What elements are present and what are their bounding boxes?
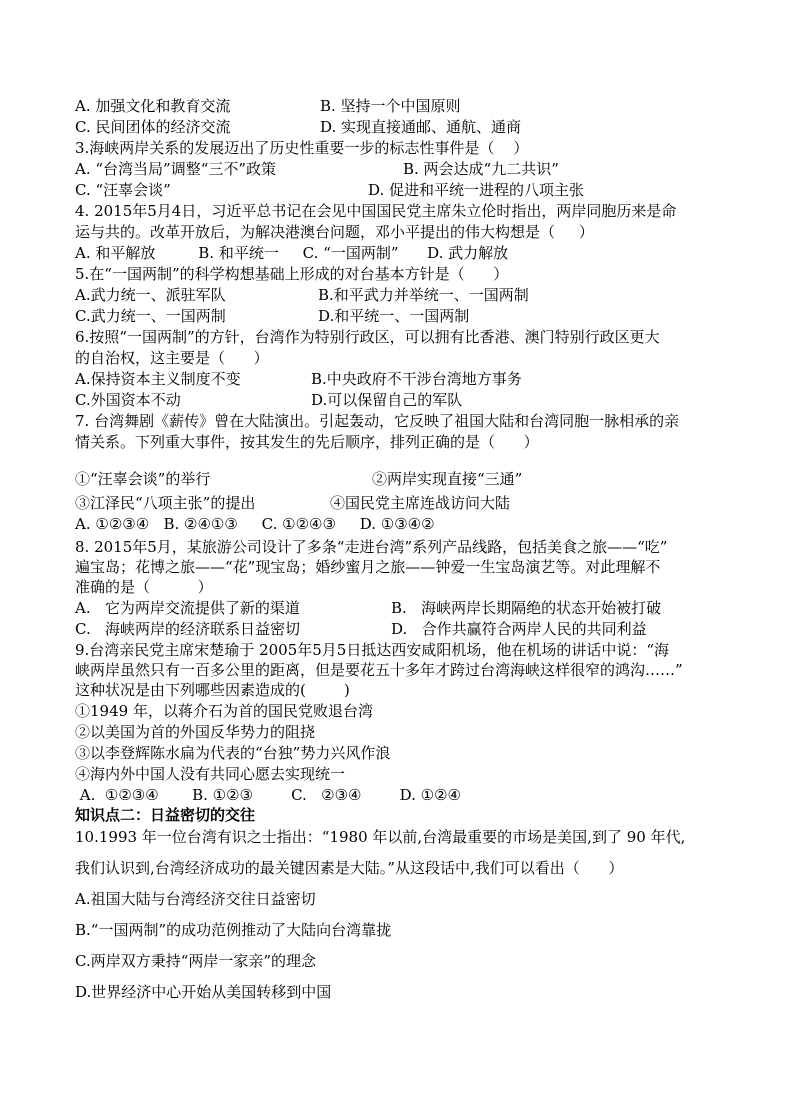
q9-stem-line2: 峡两岸虽然只有一百多公里的距离，但是要花五十多年才跨过台湾海峡这样很窄的鸿沟……” — [75, 661, 683, 679]
q8-option-a: A. 它为两岸交流提供了新的渠道 — [75, 599, 300, 617]
q6-option-b: B.中央政府不干涉台湾地方事务 — [311, 370, 522, 388]
q6-option-d: D.可以保留自己的军队 — [311, 391, 463, 409]
q3-option-a: A. “台湾当局”调整“三不”政策 — [75, 160, 277, 178]
q6-option-a: A.保持资本主义制度不变 — [75, 370, 241, 388]
q4-options: A. 和平解放 B. 和平统一 C. “一国两制” D. 武力解放 — [75, 244, 509, 262]
q6-stem-line1: 6.按照“一国两制”的方针，台湾作为特别行政区，可以拥有比香港、澳门特别行政区更大 — [75, 328, 660, 346]
q5-option-c: C.武力统一、一国两制 — [75, 307, 226, 325]
q7-item-4: ④国民党主席连战访问大陆 — [330, 494, 511, 512]
q3-option-d: D. 促进和平统一进程的八项主张 — [368, 181, 585, 199]
q10-stem-line1: 10.1993 年一位台湾有识之士指出：“1980 年以前,台湾最重要的市场是美国,到了 90 年代, — [75, 828, 686, 846]
q3-option-c: C. “汪辜会谈” — [75, 181, 171, 199]
q9-options: A. ①②③④ B. ①②③ C. ②③④ D. ①②④ — [75, 786, 461, 804]
q9-item-4: ④海内外中国人没有共同心愿去实现统一 — [75, 765, 346, 783]
q8-stem-line2: 遍宝岛；花博之旅——“花”现宝岛；婚纱蜜月之旅——钟爱一生宝岛演艺等。对此理解不 — [75, 558, 661, 576]
q9-item-3: ③以李登辉陈水扁为代表的“台独”势力兴风作浪 — [75, 744, 391, 762]
q4-stem-line2: 运与共的。改革开放后，为解决港澳台问题，邓小平提出的伟大构想是（ ） — [75, 223, 594, 241]
q10-option-a: A.祖国大陆与台湾经济交往日益密切 — [75, 890, 316, 908]
q4-stem-line1: 4. 2015年5月4日，习近平总书记在会见中国国民党主席朱立伦时指出，两岸同胞历来是命 — [75, 202, 677, 220]
q5-option-b: B.和平武力并举统一、一国两制 — [318, 286, 529, 304]
q5-option-d: D.和平统一、一国两制 — [318, 307, 470, 325]
q2-option-c: C. 民间团体的经济交流 — [75, 118, 231, 136]
q8-option-b: B. 海峡两岸长期隔绝的状态开始被打破 — [391, 599, 662, 617]
q7-item-3: ③江泽民“八项主张”的提出 — [75, 494, 256, 512]
q8-option-c: C. 海峡两岸的经济联系日益密切 — [75, 620, 301, 638]
q8-stem-line1: 8. 2015年5月，某旅游公司设计了多条“走进台湾”系列产品线路，包括美食之旅——“吃” — [75, 538, 668, 556]
q8-stem-line3: 准确的是（ ） — [75, 578, 213, 596]
q6-option-c: C.外国资本不动 — [75, 391, 181, 409]
q7-stem-line2: 情关系。下列重大事件，按其发生的先后顺序，排列正确的是（ ） — [75, 433, 539, 451]
q10-stem-line2: 我们认识到,台湾经济成功的最关键因素是大陆。”从这段话中,我们可以看出（ ） — [75, 859, 624, 877]
q10-option-d: D.世界经济中心开始从美国转移到中国 — [75, 983, 332, 1001]
q7-item-2: ②两岸实现直接“三通” — [372, 470, 523, 488]
q9-stem-line3: 这种状况是由下列哪些因素造成的( ) — [75, 681, 350, 699]
q3-option-b: B. 两会达成“九二共识” — [403, 160, 559, 178]
q10-option-c: C.两岸双方秉持“两岸一家亲”的理念 — [75, 952, 317, 970]
q5-option-a: A.武力统一、派驻军队 — [75, 286, 226, 304]
section-heading: 知识点二：日益密切的交往 — [75, 806, 256, 824]
q7-item-1: ①“汪辜会谈”的举行 — [75, 470, 211, 488]
q9-stem-line1: 9.台湾亲民党主席宋楚瑜于 2005年5月5日抵达西安咸阳机场，他在机场的讲话中说：“海 — [75, 641, 670, 659]
q6-stem-line2: 的自治权，这主要是（ ） — [75, 349, 269, 367]
q7-stem-line1: 7. 台湾舞剧《薪传》曾在大陆演出。引起轰动，它反映了祖国大陆和台湾同胞一脉相承的亲 — [75, 412, 680, 430]
q9-item-1: ①1949 年，以蒋介石为首的国民党败退台湾 — [75, 702, 373, 720]
q7-options: A. ①②③④ B. ②④①③ C. ①②④③ D. ①③④② — [75, 515, 435, 533]
q3-stem: 3.海峡两岸关系的发展迈出了历史性重要一步的标志性事件是（ ） — [75, 139, 529, 157]
q8-option-d: D. 合作共赢符合两岸人民的共同利益 — [391, 620, 647, 638]
q10-option-b: B.“一国两制”的成功范例推动了大陆向台湾靠拢 — [75, 921, 392, 939]
q9-item-2: ②以美国为首的外国反华势力的阻挠 — [75, 723, 316, 741]
q5-stem: 5.在“一国两制”的科学构想基础上形成的对台基本方针是（ ） — [75, 265, 509, 283]
q2-option-a: A. 加强文化和教育交流 — [75, 97, 231, 115]
q2-option-d: D. 实现直接通邮、通航、通商 — [320, 118, 522, 136]
q2-option-b: B. 坚持一个中国原则 — [320, 97, 461, 115]
